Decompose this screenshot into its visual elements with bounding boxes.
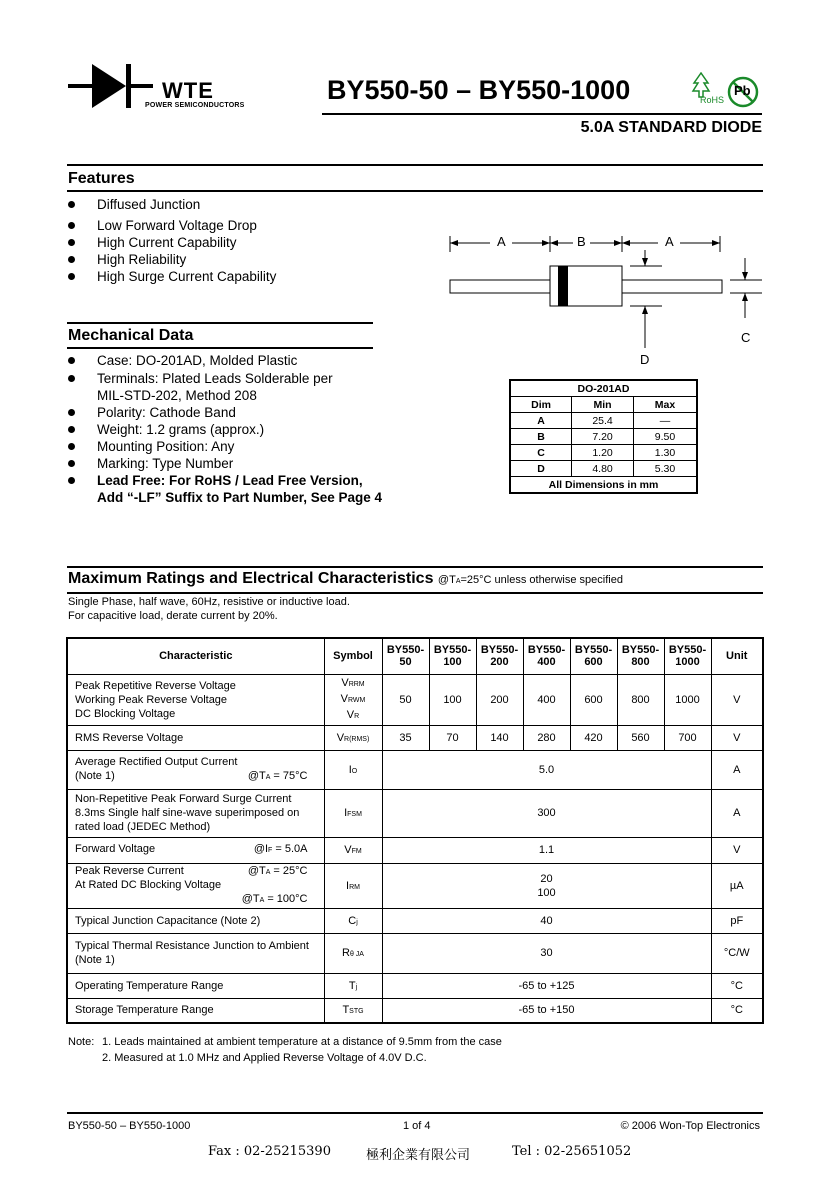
mech-top-rule (67, 322, 373, 324)
table-header-row (67, 638, 763, 674)
dim-header: Min (572, 397, 634, 413)
dim-label-a2: A (665, 234, 674, 249)
symbol-cell: IO (324, 750, 382, 789)
mech-list (67, 352, 382, 506)
dim-cell: — (633, 413, 697, 429)
notes-label: Note: (68, 1036, 95, 1048)
header-part: BY550- 50 (382, 638, 429, 674)
table-row (510, 413, 697, 429)
value-cell: 280 (523, 725, 570, 750)
value-cell: 140 (476, 725, 523, 750)
symbol-cell: VFM (324, 837, 382, 863)
value-cell: 35 (382, 725, 429, 750)
header-unit: Unit (711, 638, 763, 674)
footer-page-number: 1 of 4 (403, 1120, 431, 1132)
value-cell: 20 100 (382, 863, 711, 908)
value-cell: 800 (617, 674, 664, 725)
title-rule (322, 113, 762, 115)
features-top-rule (67, 164, 763, 166)
char-cell: Peak Reverse Current @TA = 25°C At Rated DC Blocking Voltage @TA = 100°C (67, 863, 324, 908)
value-cell: 30 (382, 933, 711, 973)
list-item: Marking: Type Number (67, 455, 382, 472)
list-item-continued: Add “-LF” Suffix to Part Number, See Page 4 (97, 490, 383, 505)
dim-cell: 7.20 (572, 429, 634, 445)
unit-cell: A (711, 789, 763, 837)
ratings-top-rule (67, 566, 763, 568)
char-cell: Forward Voltage @IF = 5.0A (67, 837, 324, 863)
char-cell: Peak Repetitive Reverse Voltage Working Peak Reverse Voltage DC Blocking Voltage (67, 674, 324, 725)
table-row (67, 973, 763, 998)
char-cell: Non-Repetitive Peak Forward Surge Current 8.3ms Single half sine-wave superimposed on rated load (JEDEC Method) (67, 789, 324, 837)
rohs-icon (689, 72, 727, 108)
value-cell: 50 (382, 674, 429, 725)
unit-cell: °C/W (711, 933, 763, 973)
value-cell: 200 (476, 674, 523, 725)
footer-part-range: BY550-50 – BY550-1000 (68, 1120, 191, 1132)
dim-cell: B (510, 429, 572, 445)
table-row (67, 725, 763, 750)
header-part: BY550- 800 (617, 638, 664, 674)
logo-tagline: POWER SEMICONDUCTORS (145, 102, 245, 109)
unit-cell: °C (711, 998, 763, 1023)
header-part: BY550- 200 (476, 638, 523, 674)
ratings-heading-line (68, 570, 623, 588)
char-cell: Average Rectified Output Current (Note 1) @TA = 75°C (67, 750, 324, 789)
value-cell: 420 (570, 725, 617, 750)
unit-cell: V (711, 725, 763, 750)
header-characteristic: Characteristic (67, 638, 324, 674)
symbol-cell: IFSM (324, 789, 382, 837)
unit-cell: µA (711, 863, 763, 908)
page-subtitle: 5.0A STANDARD DIODE (580, 119, 762, 136)
dim-cell: 1.30 (633, 445, 697, 461)
pb-free-icon (727, 76, 759, 108)
unit-cell: A (711, 750, 763, 789)
header-symbol: Symbol (324, 638, 382, 674)
table-row (67, 933, 763, 973)
ratings-note-1: Single Phase, half wave, 60Hz, resistive or inductive load. (68, 596, 350, 608)
value-cell: 1.1 (382, 837, 711, 863)
package-diagram (440, 228, 770, 378)
value-cell: 560 (617, 725, 664, 750)
header-part: BY550- 400 (523, 638, 570, 674)
list-item-continued: MIL-STD-202, Method 208 (97, 388, 257, 403)
company-logo (68, 62, 248, 114)
mech-heading: Mechanical Data (68, 327, 194, 344)
features-bottom-rule (67, 190, 763, 192)
pb-label: Pb (734, 83, 751, 98)
table-row (67, 837, 763, 863)
dimension-table (509, 379, 698, 494)
dim-table-footer: All Dimensions in mm (510, 477, 697, 494)
dim-header: Dim (510, 397, 572, 413)
list-item: Case: DO-201AD, Molded Plastic (67, 352, 382, 369)
logo-name: WTE (162, 78, 214, 103)
dim-cell: A (510, 413, 572, 429)
list-item: Weight: 1.2 grams (approx.) (67, 421, 382, 438)
ratings-note-2: For capacitive load, derate current by 20%. (68, 610, 278, 622)
mech-bottom-rule (67, 347, 373, 349)
value-cell: 400 (523, 674, 570, 725)
unit-cell: V (711, 674, 763, 725)
characteristics-table (66, 637, 764, 1024)
value-cell: 70 (429, 725, 476, 750)
value-cell: 1000 (664, 674, 711, 725)
list-item: Lead Free: For RoHS / Lead Free Version, (67, 472, 382, 489)
list-item: High Current Capability (67, 234, 276, 251)
value-cell: -65 to +125 (382, 973, 711, 998)
table-row (510, 445, 697, 461)
value-cell: 40 (382, 908, 711, 933)
symbol-cell: TSTG (324, 998, 382, 1023)
dim-label-c: C (741, 330, 751, 345)
list-item: Diffused Junction (67, 196, 276, 213)
value-cell: 5.0 (382, 750, 711, 789)
dim-header: Max (633, 397, 697, 413)
table-row (67, 789, 763, 837)
footer-tel: Tel : 02-25651052 (512, 1144, 632, 1159)
dim-label-b: B (577, 234, 586, 249)
list-item: Polarity: Cathode Band (67, 404, 382, 421)
header-part: BY550- 100 (429, 638, 476, 674)
footer-copyright: © 2006 Won-Top Electronics (620, 1120, 760, 1132)
dim-cell: 4.80 (572, 461, 634, 477)
footer-company: 極利企業有限公司 (366, 1147, 471, 1162)
table-row (67, 750, 763, 789)
unit-cell: pF (711, 908, 763, 933)
table-row (510, 461, 697, 477)
dim-table-title: DO-201AD (510, 380, 697, 397)
char-cell: Operating Temperature Range (67, 973, 324, 998)
table-row (67, 674, 763, 725)
symbol-cell: IRM (324, 863, 382, 908)
dim-cell: C (510, 445, 572, 461)
unit-cell: V (711, 837, 763, 863)
list-item: High Reliability (67, 251, 276, 268)
rohs-label: RoHS (700, 95, 725, 105)
char-cell: RMS Reverse Voltage (67, 725, 324, 750)
dim-cell: 5.30 (633, 461, 697, 477)
symbol-cell: Tj (324, 973, 382, 998)
header-part: BY550- 1000 (664, 638, 711, 674)
list-item: Terminals: Plated Leads Solderable per (67, 370, 382, 387)
char-cell: Storage Temperature Range (67, 998, 324, 1023)
list-item: Low Forward Voltage Drop (67, 217, 276, 234)
char-cell: Typical Junction Capacitance (Note 2) (67, 908, 324, 933)
ratings-bottom-rule (67, 592, 763, 594)
value-cell: 300 (382, 789, 711, 837)
symbol-cell: VR(RMS) (324, 725, 382, 750)
footer-fax: Fax : 02-25215390 (208, 1144, 331, 1159)
list-item: High Surge Current Capability (67, 268, 276, 285)
table-row (510, 429, 697, 445)
note-2: 2. Measured at 1.0 MHz and Applied Reverse Voltage of 4.0V D.C. (102, 1052, 427, 1064)
char-cell: Typical Thermal Resistance Junction to Ambient (Note 1) (67, 933, 324, 973)
list-item: Mounting Position: Any (67, 438, 382, 455)
symbol-cell: VRRM VRWM VR (324, 674, 382, 725)
table-row (67, 998, 763, 1023)
footer-rule (67, 1112, 763, 1114)
ratings-heading: Maximum Ratings and Electrical Characteristics (68, 570, 434, 587)
features-heading: Features (68, 170, 135, 187)
dim-cell: 25.4 (572, 413, 634, 429)
symbol-cell: Cj (324, 908, 382, 933)
value-cell: 700 (664, 725, 711, 750)
value-cell: 600 (570, 674, 617, 725)
header-part: BY550- 600 (570, 638, 617, 674)
dim-cell: D (510, 461, 572, 477)
symbol-cell: Rθ JA (324, 933, 382, 973)
ratings-condition: @TA=25°C unless otherwise specified (437, 574, 623, 586)
dim-cell: 1.20 (572, 445, 634, 461)
table-row (67, 908, 763, 933)
value-cell: -65 to +150 (382, 998, 711, 1023)
dim-label-a1: A (497, 234, 506, 249)
dim-cell: 9.50 (633, 429, 697, 445)
page-title: BY550-50 – BY550-1000 (327, 75, 631, 105)
unit-cell: °C (711, 973, 763, 998)
features-list (67, 196, 276, 285)
dim-label-d: D (640, 352, 650, 367)
note-1: 1. Leads maintained at ambient temperature at a distance of 9.5mm from the case (102, 1036, 502, 1048)
table-row (67, 863, 763, 908)
value-cell: 100 (429, 674, 476, 725)
